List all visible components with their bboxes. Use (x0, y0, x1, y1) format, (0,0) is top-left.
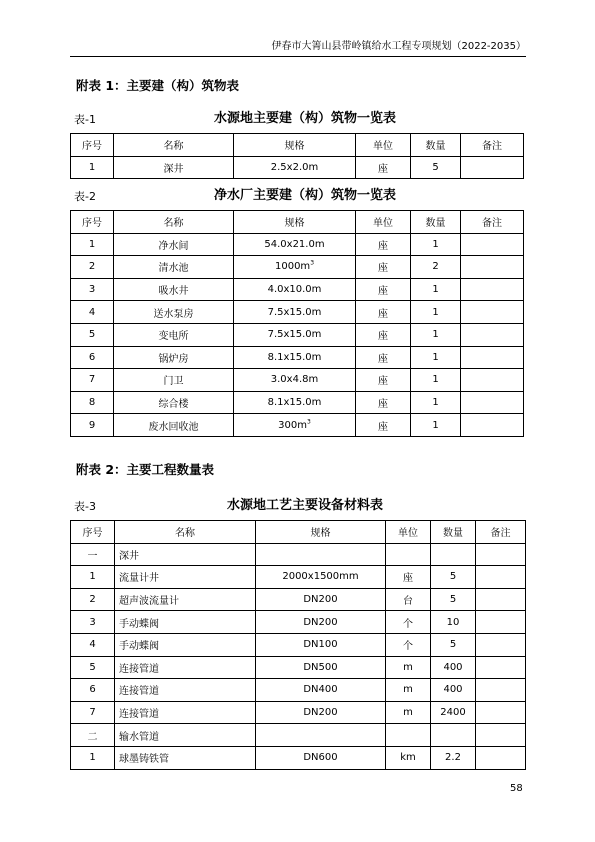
table-cell: 3 (71, 611, 115, 634)
table-cell: DN200 (256, 588, 386, 611)
table-cell: 5 (71, 656, 115, 679)
table-cell (476, 724, 526, 747)
table-cell: 个 (386, 633, 431, 656)
table-cell: 1 (411, 301, 461, 324)
column-header: 规格 (234, 134, 356, 157)
column-header: 数量 (411, 211, 461, 234)
column-header: 序号 (71, 521, 115, 544)
table-row (71, 278, 524, 301)
table-2-title: 净水厂主要建（构）筑物一览表 (213, 188, 396, 203)
table-cell (461, 369, 524, 392)
column-header: 名称 (115, 521, 256, 544)
table-cell: 1 (71, 156, 114, 179)
table-cell: 7.5x15.0m (234, 301, 356, 324)
table-cell: 5 (411, 156, 461, 179)
table-row (71, 566, 526, 589)
table-cell: $300m^3$ (234, 414, 356, 437)
table-cell: 变电所 (114, 323, 234, 346)
running-header: 伊春市大箐山县带岭镇给水工程专项规划（2022-2035） (271, 41, 526, 52)
column-header: 单位 (356, 211, 411, 234)
table-header-row (71, 134, 524, 157)
table-cell: 送水泵房 (114, 301, 234, 324)
table-cell: 6 (71, 679, 115, 702)
table-cell: 座 (386, 566, 431, 589)
table-cell: 3 (71, 278, 114, 301)
appendix-1-title: 附表 1：主要建（构）筑物表 (76, 78, 240, 93)
table-cell: 综合楼 (114, 391, 234, 414)
table-row (71, 369, 524, 392)
table-cell (431, 724, 476, 747)
table-cell (461, 346, 524, 369)
table-cell (476, 566, 526, 589)
page-number: 58 (510, 783, 523, 794)
table-1 (70, 133, 524, 179)
column-header: 单位 (356, 134, 411, 157)
table-row (71, 323, 524, 346)
table-row (71, 301, 524, 324)
column-header: 规格 (256, 521, 386, 544)
table-cell: 座 (356, 391, 411, 414)
table-cell: 座 (356, 233, 411, 256)
table-cell: DN100 (256, 633, 386, 656)
table-cell (431, 543, 476, 566)
column-header: 备注 (461, 211, 524, 234)
table-cell (256, 543, 386, 566)
table-cell (476, 746, 526, 769)
table-cell: 6 (71, 346, 114, 369)
table-cell: 1 (411, 278, 461, 301)
table-header-row (71, 211, 524, 234)
table-cell (476, 611, 526, 634)
table-cell: 门卫 (114, 369, 234, 392)
table-cell: DN500 (256, 656, 386, 679)
table-cell: 2000x1500mm (256, 566, 386, 589)
table-cell: 54.0x21.0m (234, 233, 356, 256)
table-cell: 座 (356, 414, 411, 437)
table-cell: 2.2 (431, 746, 476, 769)
table-row (71, 414, 524, 437)
table-cell (461, 323, 524, 346)
table-cell (461, 278, 524, 301)
table-cell: $1000m^3$ (234, 256, 356, 279)
column-header: 备注 (476, 521, 526, 544)
table-3 (70, 520, 526, 770)
table-cell: 座 (356, 346, 411, 369)
table-cell (476, 701, 526, 724)
table-cell: 清水池 (114, 256, 234, 279)
table-cell (461, 301, 524, 324)
table-cell: 深井 (115, 543, 256, 566)
table-cell: 1 (411, 414, 461, 437)
table-cell: 2 (411, 256, 461, 279)
table-cell: 8.1x15.0m (234, 391, 356, 414)
table-cell: 座 (356, 323, 411, 346)
table-cell (476, 588, 526, 611)
table-cell: 锅炉房 (114, 346, 234, 369)
table-cell: 5 (431, 588, 476, 611)
table-cell (386, 724, 431, 747)
table-cell: 台 (386, 588, 431, 611)
table-cell: 7.5x15.0m (234, 323, 356, 346)
table-cell (476, 543, 526, 566)
table-cell: m (386, 679, 431, 702)
table-cell: 4.0x10.0m (234, 278, 356, 301)
table-row (71, 724, 526, 747)
table-row (71, 156, 524, 179)
table-cell: 1 (71, 233, 114, 256)
table-cell (461, 256, 524, 279)
table-cell: 2 (71, 256, 114, 279)
table-cell: 5 (431, 633, 476, 656)
table-cell: 1 (71, 746, 115, 769)
table-cell: 流量计井 (115, 566, 256, 589)
table-cell: 个 (386, 611, 431, 634)
table-cell (386, 543, 431, 566)
table-3-title: 水源地工艺主要设备材料表 (226, 498, 383, 513)
table-cell: 座 (356, 256, 411, 279)
table-1-number: 表-1 (74, 113, 96, 126)
table-cell: 手动蝶阀 (115, 611, 256, 634)
column-header: 规格 (234, 211, 356, 234)
table-row (71, 256, 524, 279)
table-cell: 8.1x15.0m (234, 346, 356, 369)
appendix-2-title: 附表 2：主要工程数量表 (76, 462, 215, 477)
column-header: 备注 (461, 134, 524, 157)
table-cell: 一 (71, 543, 115, 566)
table-cell: 座 (356, 301, 411, 324)
table-cell: 1 (411, 369, 461, 392)
table-cell (476, 633, 526, 656)
table-cell: 5 (71, 323, 114, 346)
table-cell: 10 (431, 611, 476, 634)
column-header: 序号 (71, 134, 114, 157)
table-row (71, 588, 526, 611)
table-cell (476, 656, 526, 679)
table-cell: 废水回收池 (114, 414, 234, 437)
table-cell: 400 (431, 656, 476, 679)
table-cell: 5 (431, 566, 476, 589)
table-cell: 7 (71, 369, 114, 392)
table-cell: 1 (411, 233, 461, 256)
table-cell: DN200 (256, 701, 386, 724)
table-row (71, 233, 524, 256)
table-cell (461, 156, 524, 179)
table-cell (476, 679, 526, 702)
column-header: 名称 (114, 134, 234, 157)
header-rule (70, 56, 526, 57)
table-cell: km (386, 746, 431, 769)
table-cell: 吸水井 (114, 278, 234, 301)
table-row (71, 391, 524, 414)
table-cell: 8 (71, 391, 114, 414)
table-cell: 连接管道 (115, 656, 256, 679)
table-cell: 2 (71, 588, 115, 611)
table-cell: 1 (71, 566, 115, 589)
table-row (71, 346, 524, 369)
table-cell: 1 (411, 323, 461, 346)
table-cell: 2.5x2.0m (234, 156, 356, 179)
table-cell: 9 (71, 414, 114, 437)
table-row (71, 656, 526, 679)
table-cell: DN600 (256, 746, 386, 769)
column-header: 单位 (386, 521, 431, 544)
table-cell: m (386, 701, 431, 724)
table-cell: 400 (431, 679, 476, 702)
table-cell: DN200 (256, 611, 386, 634)
table-cell: 超声波流量计 (115, 588, 256, 611)
table-cell: 球墨铸铁管 (115, 746, 256, 769)
table-cell: 净水间 (114, 233, 234, 256)
table-row (71, 543, 526, 566)
table-cell: 4 (71, 301, 114, 324)
table-cell: 7 (71, 701, 115, 724)
table-cell: 手动蝶阀 (115, 633, 256, 656)
table-cell: 连接管道 (115, 701, 256, 724)
table-3-number: 表-3 (74, 500, 96, 513)
table-cell: 输水管道 (115, 724, 256, 747)
table-1-title: 水源地主要建（构）筑物一览表 (213, 111, 396, 126)
table-cell: 4 (71, 633, 115, 656)
table-cell: 二 (71, 724, 115, 747)
table-cell: 2400 (431, 701, 476, 724)
table-header-row (71, 521, 526, 544)
table-row (71, 611, 526, 634)
table-cell: 座 (356, 278, 411, 301)
table-cell (256, 724, 386, 747)
column-header: 序号 (71, 211, 114, 234)
table-2-number: 表-2 (74, 190, 96, 203)
table-row (71, 679, 526, 702)
table-cell: 座 (356, 156, 411, 179)
table-cell (461, 233, 524, 256)
table-cell (461, 391, 524, 414)
table-cell: 座 (356, 369, 411, 392)
table-cell (461, 414, 524, 437)
table-cell: DN400 (256, 679, 386, 702)
table-2 (70, 210, 524, 437)
table-row (71, 633, 526, 656)
table-cell: 3.0x4.8m (234, 369, 356, 392)
table-cell: m (386, 656, 431, 679)
column-header: 数量 (411, 134, 461, 157)
table-cell: 1 (411, 346, 461, 369)
table-cell: 深井 (114, 156, 234, 179)
table-row (71, 746, 526, 769)
column-header: 数量 (431, 521, 476, 544)
table-cell: 连接管道 (115, 679, 256, 702)
table-cell: 1 (411, 391, 461, 414)
column-header: 名称 (114, 211, 234, 234)
table-row (71, 701, 526, 724)
